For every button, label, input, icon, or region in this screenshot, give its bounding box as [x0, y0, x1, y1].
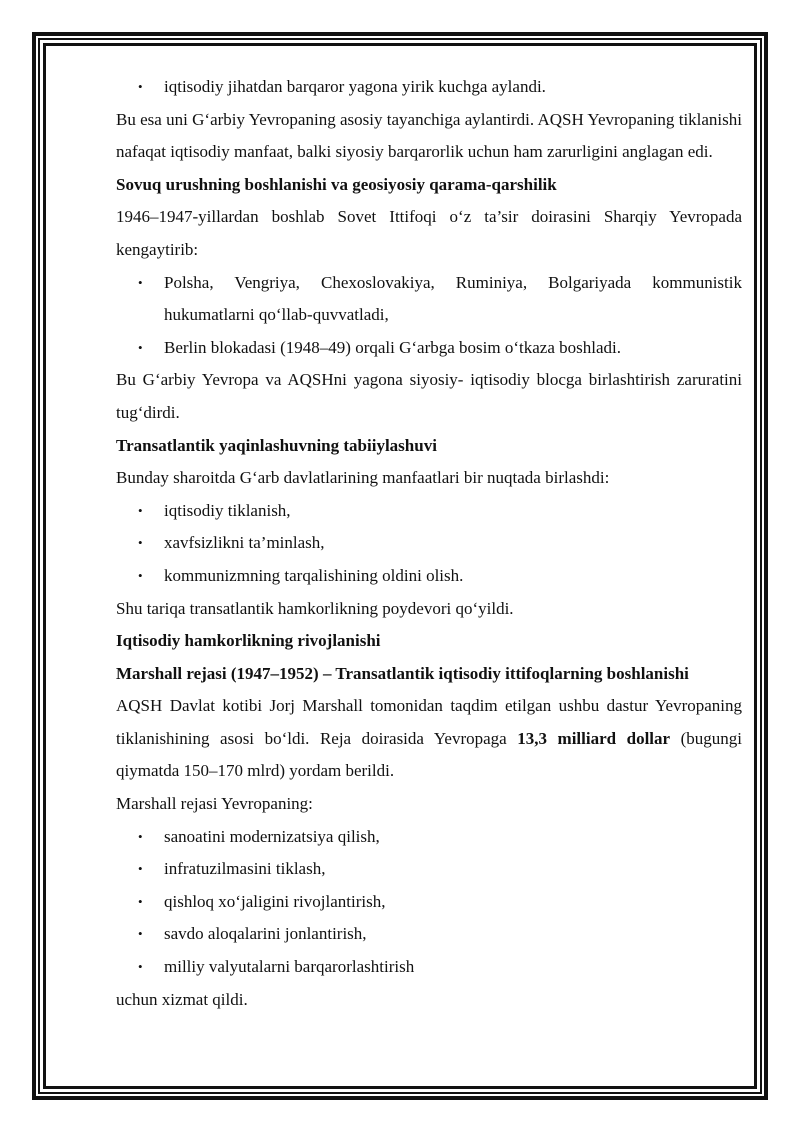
bullet-icon: • — [138, 567, 143, 583]
list-item-text: sanoatini modernizatsiya qilish, — [164, 826, 380, 846]
paragraph: 1946–1947-yillardan boshlab Sovet Ittifoqi o‘z ta’sir doirasini Sharqiy Yevropada kengaytirib: — [116, 207, 742, 259]
list-item-text: savdo aloqalarini jonlantirish, — [164, 924, 367, 944]
document-body — [116, 71, 742, 1016]
list-item — [116, 332, 742, 365]
list-item-text: Berlin blokadasi (1948–49) orqali G‘arbga bosim o‘tkaza boshladi. — [164, 337, 621, 357]
list-item — [116, 853, 742, 886]
list-item-text: infratuzilmasini tiklash, — [164, 859, 326, 879]
emphasis-text: 13,3 milliard dollar — [517, 728, 671, 748]
paragraph — [116, 690, 742, 788]
list-item — [116, 71, 742, 104]
bullet-list — [116, 821, 742, 984]
bullet-icon: • — [138, 959, 143, 975]
list-item — [116, 951, 742, 984]
bullet-icon: • — [138, 861, 143, 877]
bullet-icon: • — [138, 926, 143, 942]
section-heading: Transatlantik yaqinlashuvning tabiiylashuvi — [116, 435, 437, 455]
list-item — [116, 821, 742, 854]
paragraph: Bu G‘arbiy Yevropa va AQSHni yagona siyosiy- iqtisodiy blocga birlashtirish zaruratini tug‘dirdi. — [116, 370, 742, 422]
bullet-list — [116, 495, 742, 593]
list-item — [116, 918, 742, 951]
bullet-icon: • — [138, 339, 143, 355]
list-item — [116, 560, 742, 593]
section-heading: Iqtisodiy hamkorlikning rivojlanishi — [116, 631, 381, 651]
paragraph: Bu esa uni G‘arbiy Yevropaning asosiy tayanchiga aylantirdi. AQSH Yevropaning tiklanishi nafaqat iqtisodiy manfaat, balki siyosiy barqarorlik uchun ham zarurligini anglagan edi. — [116, 109, 742, 162]
bullet-icon: • — [138, 274, 143, 290]
bullet-list — [116, 267, 742, 365]
bullet-icon: • — [138, 79, 143, 94]
bullet-icon: • — [138, 828, 143, 844]
bullet-icon: • — [138, 502, 143, 518]
list-item — [116, 267, 742, 332]
bullet-list — [116, 71, 742, 104]
section-heading: Marshall rejasi (1947–1952) – Transatlantik iqtisodiy ittifoqlarning boshlanishi — [116, 663, 689, 683]
bullet-icon: • — [138, 893, 143, 909]
list-item-text: kommunizmning tarqalishining oldini olish. — [164, 565, 464, 585]
section-heading: Sovuq urushning boshlanishi va geosiyosiy qarama-qarshilik — [116, 174, 557, 194]
bullet-icon: • — [138, 535, 143, 551]
list-item — [116, 527, 742, 560]
paragraph: uchun xizmat qildi. — [116, 989, 248, 1009]
list-item-text: iqtisodiy jihatdan barqaror yagona yirik kuchga aylandi. — [164, 77, 546, 96]
paragraph-text: (bugungi qiymatda 150–170 mlrd) yordam berildi. — [116, 728, 742, 781]
list-item — [116, 886, 742, 919]
paragraph-text: AQSH Davlat kotibi Jorj Marshall tomonidan taqdim etilgan ushbu dastur Yevropaning tiklanishining asosi bo‘ldi. Reja doirasida Yevropaga — [116, 696, 742, 748]
list-item — [116, 495, 742, 528]
list-item-text: xavfsizlikni ta’minlash, — [164, 533, 325, 553]
paragraph: Marshall rejasi Yevropaning: — [116, 794, 313, 814]
paragraph: Bunday sharoitda G‘arb davlatlarining manfaatlari bir nuqtada birlashdi: — [116, 468, 610, 488]
list-item-text: iqtisodiy tiklanish, — [164, 500, 291, 520]
paragraph: Shu tariqa transatlantik hamkorlikning poydevori qo‘yildi. — [116, 598, 514, 618]
list-item-text: milliy valyutalarni barqarorlashtirish — [164, 957, 415, 977]
list-item-text: Polsha, Vengriya, Chexoslovakiya, Ruminiya, Bolgariyada kommunistik hukumatlarni qo‘llab-quvvatladi, — [164, 272, 742, 325]
list-item-text: qishloq xo‘jaligini rivojlantirish, — [164, 891, 386, 911]
